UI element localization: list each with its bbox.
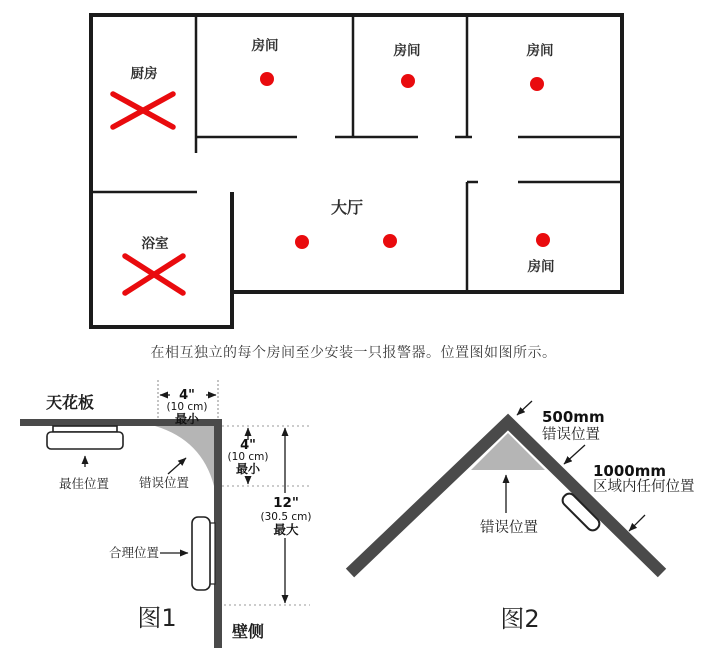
dim-max-cm: (30.5 cm) <box>260 511 312 523</box>
zone-area-label: 区域内任何位置 <box>593 479 695 495</box>
dim-top-cm: (10 cm) <box>166 401 208 413</box>
alarm-dot-icon <box>536 233 550 247</box>
smoke-detector-icon <box>53 426 117 432</box>
alarm-dot-icon <box>260 72 274 86</box>
alarm-dot-icon <box>383 234 397 248</box>
apex-distance-label: 500mm <box>542 408 605 426</box>
wrong-position-label: 错误位置 <box>480 520 538 536</box>
fig2-title: 图2 <box>500 605 540 633</box>
room-label: 房间 <box>526 43 554 59</box>
alarm-dot-icon <box>401 74 415 88</box>
apex-wrong-label: 错误位置 <box>542 427 600 443</box>
fig2-pitched-roof-diagram <box>340 380 707 663</box>
fig1-placement-diagram <box>10 378 330 663</box>
pointer-arrow <box>564 445 585 464</box>
room-label: 房间 <box>393 43 421 59</box>
alarm-dot-icon <box>530 77 544 91</box>
dim-top-limit: 最小 <box>174 412 200 426</box>
dim-side-value: 4" <box>240 438 256 453</box>
floorplan-diagram <box>85 10 630 335</box>
bathroom-label: 浴室 <box>141 236 169 252</box>
room-label: 房间 <box>527 259 555 275</box>
alarm-dot-icon <box>295 235 309 249</box>
floorplan-outer-walls-step <box>89 192 232 327</box>
smoke-detector-icon <box>192 517 210 590</box>
ceiling-label: 天花板 <box>45 393 95 412</box>
fig1-title: 图1 <box>137 604 177 632</box>
dim-top-value: 4" <box>179 388 195 403</box>
pointer-arrow <box>629 515 645 531</box>
wall-side-label: 壁侧 <box>231 622 265 641</box>
dim-side-limit: 最小 <box>235 462 261 476</box>
zone-distance-label: 1000mm <box>593 462 667 480</box>
caption-text: 在相互独立的每个房间至少安装一只报警器。位置图如图所示。 <box>150 345 557 361</box>
pointer-arrow <box>168 458 186 474</box>
dim-max-value: 12" <box>273 495 299 511</box>
dim-max-limit: 最大 <box>273 522 299 537</box>
room-label: 房间 <box>251 38 279 54</box>
ok-position-label: 合理位置 <box>108 545 160 560</box>
wrong-position-label: 错误位置 <box>138 475 190 490</box>
no-install-x-icon <box>113 94 173 127</box>
hall-label: 大厅 <box>330 198 364 217</box>
smoke-detector-icon <box>47 432 123 449</box>
pointer-arrow <box>517 401 532 415</box>
no-install-x-icon <box>125 256 183 293</box>
kitchen-label: 厨房 <box>130 66 158 82</box>
dim-side-cm: (10 cm) <box>227 451 269 463</box>
best-position-label: 最佳位置 <box>58 476 110 491</box>
